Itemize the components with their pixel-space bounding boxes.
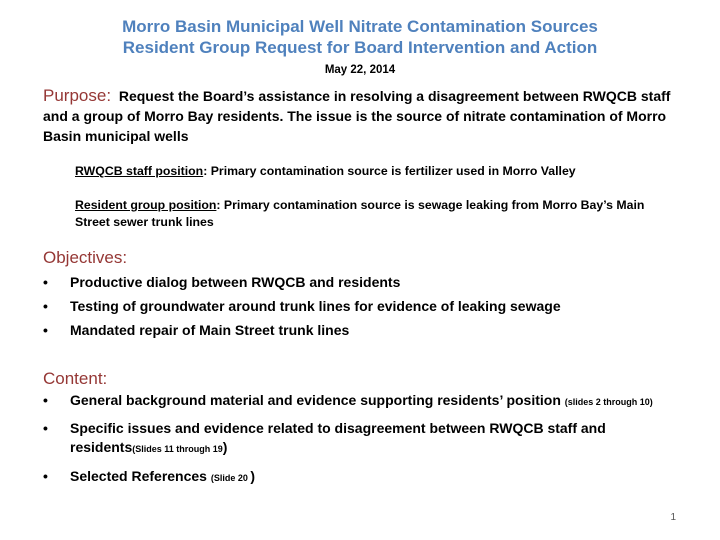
- list-item: • Productive dialog between RWQCB and residents: [43, 274, 401, 290]
- resident-position: [75, 197, 675, 231]
- purpose-paragraph: [43, 86, 683, 146]
- slide-date: May 22, 2014: [324, 64, 396, 76]
- title-line-2: Resident Group Request for Board Intervention and Action: [122, 38, 598, 57]
- purpose-label: Purpose:: [43, 86, 112, 105]
- bullet-icon: •: [43, 420, 48, 436]
- bullet-icon: •: [43, 274, 48, 290]
- objectives-list: [43, 273, 683, 340]
- list-item: • Specific issues and evidence related to disagreement between RWQCB staff and residents(Slides 11 through 19): [43, 420, 606, 455]
- list-item: • General background material and evidence supporting residents’ position (slides 2 through 10): [43, 392, 653, 408]
- bullet-icon: •: [43, 392, 48, 408]
- staff-position: [75, 163, 675, 180]
- title-line-1: Morro Basin Municipal Well Nitrate Contamination Sources: [122, 17, 598, 36]
- resident-position-text: : Primary contamination source is sewage leaking from Morro Bay’s Main Street sewer trunk lines: [75, 198, 645, 229]
- page-number: 1: [670, 512, 676, 523]
- slide-title: [0, 16, 720, 58]
- content-list: [43, 391, 683, 488]
- bullet-icon: •: [43, 468, 48, 484]
- staff-position-text: : Primary contamination source is fertilizer used in Morro Valley: [203, 164, 576, 178]
- list-item: • Testing of groundwater around trunk lines for evidence of leaking sewage: [43, 298, 561, 314]
- resident-position-heading: Resident group position: [75, 198, 217, 212]
- list-item: • Selected References (Slide 20 ): [43, 468, 256, 484]
- bullet-icon: •: [43, 298, 48, 314]
- purpose-text: Request the Board’s assistance in resolving a disagreement between RWQCB staff and a group of Morro Bay residents. The issue is the source of nitrate contamination of Morro Basin municipal wells: [43, 88, 671, 144]
- content-heading: Content:: [43, 369, 108, 388]
- staff-position-heading: RWQCB staff position: [75, 164, 204, 178]
- list-item: • Mandated repair of Main Street trunk lines: [43, 322, 350, 338]
- objectives-heading: Objectives:: [43, 248, 128, 267]
- bullet-icon: •: [43, 322, 48, 338]
